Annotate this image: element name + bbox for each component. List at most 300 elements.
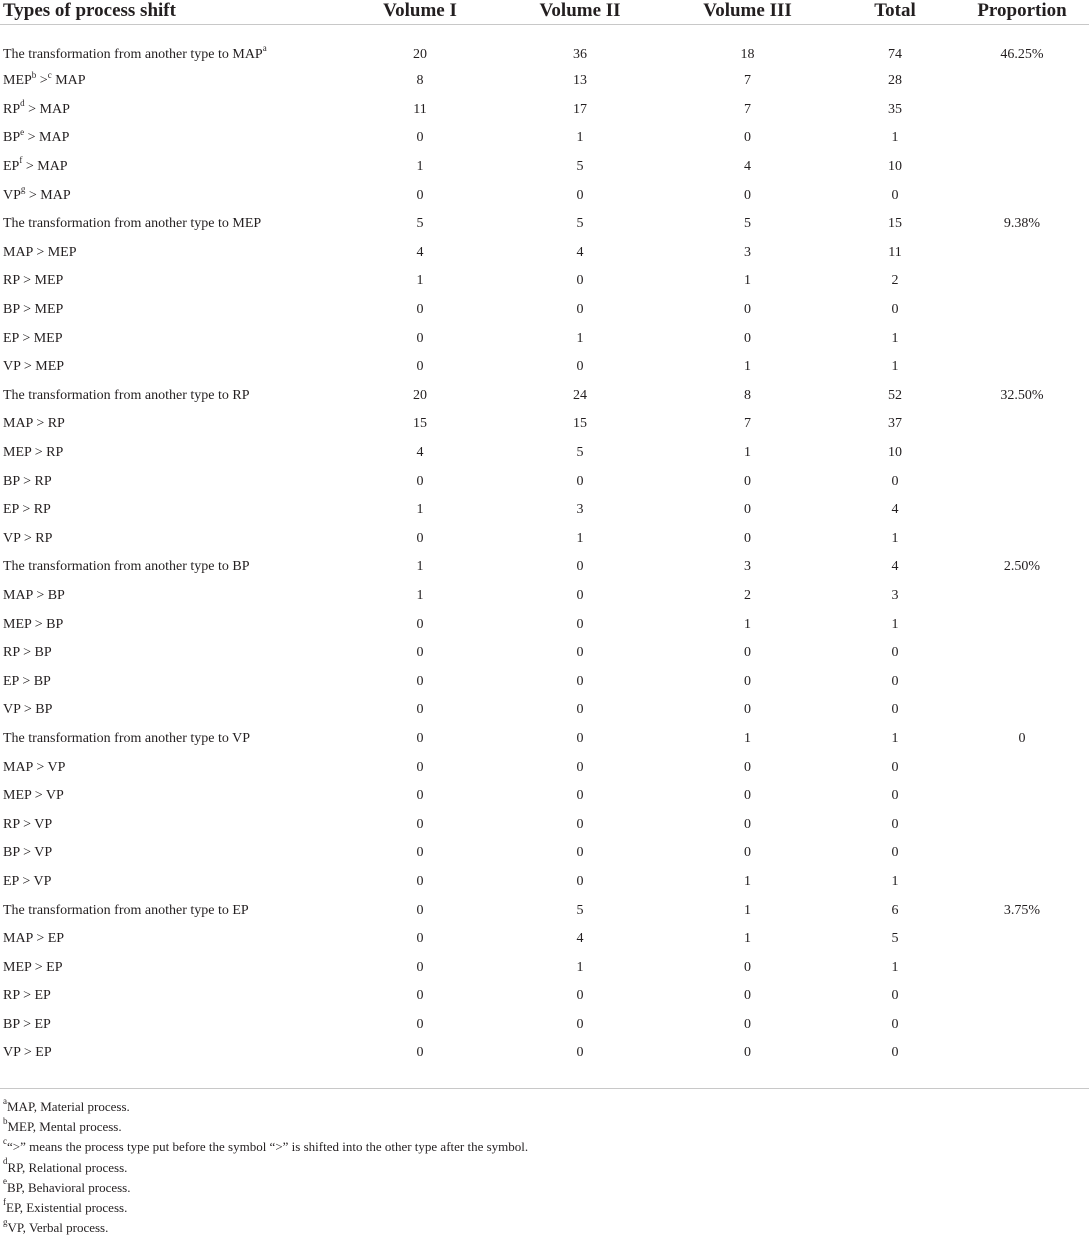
footnote-text: MAP, Material process.	[7, 1099, 130, 1114]
total-cell: 15	[888, 216, 902, 232]
table-row	[0, 725, 1089, 754]
total-cell: 4	[891, 559, 899, 575]
table-row	[0, 353, 1089, 382]
row-label	[0, 696, 340, 725]
row-label	[0, 267, 340, 296]
volume-2-cell: 0	[576, 559, 584, 575]
proportion-cell	[955, 782, 1089, 811]
proportion-cell	[955, 124, 1089, 153]
table-row	[0, 810, 1089, 839]
table-row	[0, 410, 1089, 439]
volume-3-cell: 0	[744, 645, 751, 661]
footnote	[3, 1097, 528, 1117]
volume-2-cell: 0	[576, 616, 584, 632]
volume-1-cell: 11	[413, 101, 427, 117]
row-label-text: The transformation from another type to RP	[3, 387, 250, 403]
volume-1-cell: 0	[416, 902, 424, 918]
row-label	[0, 181, 340, 210]
row-label-text: EP	[3, 159, 20, 175]
row-label	[0, 667, 340, 696]
volume-3-cell: 7	[744, 73, 751, 89]
volume-1-cell: 0	[416, 616, 424, 632]
row-label	[0, 610, 340, 639]
total-cell: 1	[891, 530, 899, 546]
volume-2-cell: 0	[576, 187, 584, 203]
row-label	[0, 96, 340, 125]
total-cell: 1	[891, 130, 899, 146]
volume-2-cell: 5	[576, 216, 584, 232]
footnote-marker: a	[3, 1095, 7, 1106]
total-cell: 10	[888, 159, 902, 175]
table-row	[0, 382, 1089, 411]
volume-3-cell: 7	[744, 101, 751, 117]
row-label	[0, 210, 340, 239]
row-label-text: RP	[3, 101, 21, 117]
total-cell: 1	[891, 730, 899, 746]
volume-1-cell: 0	[416, 873, 424, 889]
volume-3-cell: 0	[744, 845, 751, 861]
volume-3-cell: 1	[744, 931, 751, 947]
row-label-text: >	[36, 73, 48, 89]
header-total: Total	[874, 0, 916, 21]
table-row	[0, 153, 1089, 182]
row-label-text: MAP > VP	[3, 759, 66, 775]
proportion-cell	[955, 582, 1089, 611]
row-label-text: > MAP	[22, 159, 68, 175]
row-label-text: BP > RP	[3, 473, 52, 489]
row-label	[0, 839, 340, 868]
volume-3-cell: 18	[740, 47, 755, 62]
volume-1-cell: 8	[416, 73, 424, 89]
total-cell: 0	[891, 845, 899, 861]
volume-2-cell: 0	[576, 759, 584, 775]
row-label	[0, 925, 340, 954]
total-cell: 0	[891, 673, 899, 689]
row-label-text: RP > MEP	[3, 273, 64, 289]
row-label-text: MAP > BP	[3, 587, 65, 603]
volume-2-cell: 0	[576, 730, 584, 746]
volume-1-cell: 1	[416, 559, 424, 575]
row-label-text: MAP > MEP	[3, 244, 77, 260]
footnote-text: EP, Existential process.	[6, 1200, 128, 1216]
header-row	[0, 0, 1089, 25]
row-label-text: > MAP	[24, 130, 70, 146]
volume-2-cell: 5	[576, 445, 584, 461]
total-cell: 0	[891, 1045, 899, 1061]
total-cell: 0	[891, 759, 899, 775]
proportion-cell	[955, 868, 1089, 897]
volume-3-cell: 0	[744, 1016, 751, 1032]
table-row	[0, 67, 1089, 96]
total-cell: 28	[888, 73, 902, 89]
volume-3-cell: 3	[744, 559, 751, 575]
row-label-text: BP	[3, 130, 21, 146]
table-row	[0, 582, 1089, 611]
row-label-text: MEP > RP	[3, 445, 64, 461]
row-label	[0, 153, 340, 182]
row-label-text: MEP	[3, 73, 32, 89]
volume-2-cell: 1	[576, 530, 584, 546]
row-label	[0, 582, 340, 611]
table-row	[0, 553, 1089, 582]
row-label-text: > MAP	[24, 101, 70, 117]
volume-3-cell: 4	[744, 159, 751, 175]
row-label	[0, 1011, 340, 1040]
row-label-text: BP > VP	[3, 845, 53, 861]
table-row	[0, 753, 1089, 782]
volume-3-cell: 7	[744, 416, 751, 432]
row-label	[0, 324, 340, 353]
row-label	[0, 239, 340, 268]
footnote-marker: d	[20, 98, 25, 109]
row-label-text: MAP > EP	[3, 931, 65, 947]
volume-1-cell: 0	[416, 645, 424, 661]
row-label-text: The transformation from another type to VP	[3, 730, 251, 746]
footnote-text: RP, Relational process.	[7, 1159, 128, 1175]
volume-2-cell: 0	[576, 645, 584, 661]
row-label-text: MEP > EP	[3, 959, 63, 975]
volume-1-cell: 1	[416, 587, 424, 603]
volume-1-cell: 1	[416, 273, 424, 289]
total-cell: 0	[891, 988, 899, 1004]
table-row	[0, 925, 1089, 954]
footnote-marker: a	[262, 43, 267, 54]
row-label	[0, 868, 340, 897]
row-label-text: The transformation from another type to MAP	[3, 47, 263, 62]
volume-2-cell: 3	[576, 502, 584, 518]
row-label-text: RP > VP	[3, 816, 53, 832]
volume-2-cell: 15	[573, 416, 587, 432]
header-type: Types of process shift	[3, 0, 176, 21]
table-row	[0, 96, 1089, 125]
volume-2-cell: 0	[576, 359, 584, 375]
proportion-cell	[955, 982, 1089, 1011]
volume-1-cell: 0	[416, 473, 424, 489]
total-cell: 35	[888, 101, 902, 117]
footnotes	[3, 1097, 528, 1238]
volume-1-cell: 0	[416, 187, 424, 203]
proportion-cell	[955, 1011, 1089, 1040]
footnote	[3, 1178, 528, 1198]
total-cell: 1	[891, 616, 899, 632]
footnote-marker: c	[3, 1136, 7, 1147]
table-row	[0, 124, 1089, 153]
volume-2-cell: 0	[576, 1045, 584, 1061]
total-cell: 52	[888, 387, 902, 403]
volume-2-cell: 0	[576, 873, 584, 889]
volume-1-cell: 0	[416, 673, 424, 689]
volume-2-cell: 36	[573, 47, 587, 62]
proportion-cell	[955, 610, 1089, 639]
table-row	[0, 210, 1089, 239]
row-label	[0, 124, 340, 153]
proportion-cell	[955, 953, 1089, 982]
volume-1-cell: 0	[416, 959, 424, 975]
volume-3-cell: 0	[744, 673, 751, 689]
proportion-cell	[955, 96, 1089, 125]
volume-3-cell: 0	[744, 502, 751, 518]
volume-3-cell: 8	[744, 387, 751, 403]
total-cell: 0	[891, 702, 899, 718]
header-proportion: Proportion	[977, 0, 1067, 21]
header-volume-2: Volume II	[539, 0, 621, 21]
row-label	[0, 810, 340, 839]
row-label	[0, 982, 340, 1011]
volume-1-cell: 4	[416, 244, 424, 260]
total-cell: 0	[891, 302, 899, 318]
footnote-marker: c	[47, 69, 52, 80]
proportion-cell	[955, 181, 1089, 210]
volume-2-cell: 17	[573, 101, 587, 117]
volume-1-cell: 0	[416, 730, 424, 746]
volume-1-cell: 0	[416, 759, 424, 775]
volume-3-cell: 0	[744, 473, 751, 489]
row-label-text: The transformation from another type to BP	[3, 559, 250, 575]
row-label	[0, 439, 340, 468]
row-label-text: EP > RP	[3, 502, 51, 518]
proportion-cell	[955, 696, 1089, 725]
total-cell: 0	[891, 473, 899, 489]
proportion-cell	[955, 267, 1089, 296]
row-label	[0, 953, 340, 982]
total-cell: 0	[891, 187, 899, 203]
proportion-cell	[955, 439, 1089, 468]
proportion-cell	[955, 353, 1089, 382]
volume-1-cell: 15	[413, 416, 427, 432]
total-cell: 0	[891, 816, 899, 832]
footnote-marker: b	[3, 1115, 8, 1126]
table-row	[0, 296, 1089, 325]
footnote	[3, 1137, 528, 1157]
volume-2-cell: 5	[576, 902, 584, 918]
volume-1-cell: 0	[416, 1016, 424, 1032]
footnote	[3, 1218, 528, 1238]
footnote-divider	[0, 1088, 1089, 1089]
proportion-cell	[955, 296, 1089, 325]
volume-3-cell: 0	[744, 302, 751, 318]
table-row	[0, 267, 1089, 296]
row-label-text: MEP > BP	[3, 616, 64, 632]
total-cell: 5	[891, 931, 899, 947]
volume-3-cell: 0	[744, 988, 751, 1004]
volume-2-cell: 0	[576, 473, 584, 489]
volume-3-cell: 1	[744, 730, 751, 746]
row-label-text: The transformation from another type to MEP	[3, 216, 262, 232]
table-row	[0, 496, 1089, 525]
volume-1-cell: 1	[416, 159, 424, 175]
proportion-cell: 32.50%	[1000, 387, 1044, 403]
row-label	[0, 25, 340, 68]
row-label-text: VP	[3, 187, 21, 203]
total-cell: 1	[891, 330, 899, 346]
volume-1-cell: 20	[413, 387, 427, 403]
proportion-cell	[955, 810, 1089, 839]
proportion-cell	[955, 153, 1089, 182]
table-row	[0, 839, 1089, 868]
table-row	[0, 181, 1089, 210]
proportion-cell: 0	[1018, 730, 1026, 746]
volume-2-cell: 13	[573, 73, 587, 89]
row-label	[0, 296, 340, 325]
volume-3-cell: 1	[744, 902, 751, 918]
proportion-cell	[955, 525, 1089, 554]
volume-3-cell: 0	[744, 130, 751, 146]
volume-3-cell: 0	[744, 530, 751, 546]
row-label-text: MEP > VP	[3, 788, 64, 804]
volume-2-cell: 0	[576, 1016, 584, 1032]
volume-3-cell: 1	[744, 616, 751, 632]
volume-3-cell: 2	[744, 587, 751, 603]
row-label-text: VP > EP	[3, 1045, 52, 1061]
row-label	[0, 382, 340, 411]
row-label	[0, 1039, 340, 1068]
volume-3-cell: 0	[744, 702, 751, 718]
volume-1-cell: 1	[416, 502, 424, 518]
proportion-cell	[955, 239, 1089, 268]
row-label-text: EP > MEP	[3, 330, 63, 346]
footnote-marker: e	[20, 126, 25, 137]
footnote-text: MEP, Mental process.	[7, 1119, 122, 1135]
row-label-text: RP > BP	[3, 645, 52, 661]
footnote	[3, 1198, 528, 1218]
table-row	[0, 696, 1089, 725]
total-cell: 10	[888, 445, 902, 461]
row-label	[0, 553, 340, 582]
table-row	[0, 525, 1089, 554]
table-row	[0, 1011, 1089, 1040]
total-cell: 0	[891, 645, 899, 661]
volume-1-cell: 5	[416, 216, 424, 232]
volume-2-cell: 0	[576, 845, 584, 861]
volume-1-cell: 4	[416, 445, 424, 461]
row-label	[0, 496, 340, 525]
total-cell: 74	[888, 47, 902, 62]
volume-1-cell: 0	[416, 845, 424, 861]
proportion-cell	[955, 67, 1089, 96]
footnote-marker: g	[20, 184, 26, 195]
header-volume-1: Volume I	[383, 0, 457, 21]
proportion-cell	[955, 410, 1089, 439]
footnote-text: “>” means the process type put before the symbol “>” is shifted into the other type after the symbol.	[7, 1139, 529, 1155]
table-row	[0, 953, 1089, 982]
row-label	[0, 753, 340, 782]
volume-3-cell: 0	[744, 759, 751, 775]
total-cell: 6	[891, 902, 899, 918]
table-row	[0, 439, 1089, 468]
total-cell: 2	[891, 273, 899, 289]
volume-2-cell: 0	[576, 788, 584, 804]
total-cell: 4	[891, 502, 899, 518]
proportion-cell	[955, 467, 1089, 496]
proportion-cell	[955, 496, 1089, 525]
table-row	[0, 25, 1089, 68]
total-cell: 0	[891, 788, 899, 804]
proportion-cell	[955, 753, 1089, 782]
row-label	[0, 782, 340, 811]
volume-2-cell: 1	[576, 959, 584, 975]
volume-2-cell: 0	[576, 302, 584, 318]
footnote-marker: f	[19, 155, 23, 166]
volume-2-cell: 5	[576, 159, 584, 175]
table-row	[0, 896, 1089, 925]
proportion-cell	[955, 667, 1089, 696]
volume-1-cell: 0	[416, 330, 424, 346]
table-row	[0, 324, 1089, 353]
volume-3-cell: 0	[744, 959, 751, 975]
proportion-cell: 46.25%	[1000, 47, 1044, 62]
volume-2-cell: 0	[576, 702, 584, 718]
table-row	[0, 667, 1089, 696]
volume-3-cell: 1	[744, 273, 751, 289]
row-label	[0, 525, 340, 554]
proportion-cell	[955, 639, 1089, 668]
volume-3-cell: 0	[744, 788, 751, 804]
table-row	[0, 467, 1089, 496]
volume-1-cell: 0	[416, 931, 424, 947]
volume-3-cell: 1	[744, 445, 751, 461]
volume-1-cell: 0	[416, 130, 424, 146]
volume-2-cell: 1	[576, 330, 584, 346]
volume-1-cell: 0	[416, 1045, 424, 1061]
total-cell: 1	[891, 359, 899, 375]
total-cell: 1	[891, 959, 899, 975]
volume-1-cell: 0	[416, 530, 424, 546]
proportion-cell	[955, 1039, 1089, 1068]
row-label-text: EP > BP	[3, 673, 51, 689]
row-label-text: MAP	[51, 73, 86, 89]
volume-2-cell: 4	[576, 244, 584, 260]
volume-1-cell: 20	[413, 47, 427, 62]
header-volume-3: Volume III	[703, 0, 792, 21]
row-label-text: VP > MEP	[3, 359, 65, 375]
table-row	[0, 782, 1089, 811]
proportion-cell: 3.75%	[1003, 902, 1041, 918]
table-row	[0, 982, 1089, 1011]
volume-3-cell: 0	[744, 187, 751, 203]
total-cell: 3	[891, 587, 899, 603]
volume-1-cell: 0	[416, 788, 424, 804]
volume-2-cell: 0	[576, 988, 584, 1004]
footnote-marker: b	[31, 69, 37, 80]
row-label-text: BP > EP	[3, 1016, 51, 1032]
row-label	[0, 639, 340, 668]
row-label	[0, 67, 340, 96]
row-label-text: BP > MEP	[3, 302, 64, 318]
total-cell: 11	[888, 244, 902, 260]
volume-1-cell: 0	[416, 702, 424, 718]
row-label	[0, 896, 340, 925]
volume-2-cell: 4	[576, 931, 584, 947]
proportion-cell	[955, 839, 1089, 868]
footnote	[3, 1158, 528, 1178]
volume-1-cell: 0	[416, 816, 424, 832]
table-row	[0, 239, 1089, 268]
row-label-text: MAP > RP	[3, 416, 65, 432]
table-row	[0, 639, 1089, 668]
row-label-text: EP > VP	[3, 873, 52, 889]
row-label-text: RP > EP	[3, 988, 51, 1004]
row-label	[0, 353, 340, 382]
table-row	[0, 868, 1089, 897]
row-label-text: VP > BP	[3, 702, 53, 718]
volume-2-cell: 0	[576, 816, 584, 832]
volume-3-cell: 0	[744, 1045, 751, 1061]
volume-3-cell: 3	[744, 244, 751, 260]
table-row	[0, 610, 1089, 639]
proportion-cell	[955, 925, 1089, 954]
volume-2-cell: 0	[576, 587, 584, 603]
volume-3-cell: 0	[744, 816, 751, 832]
